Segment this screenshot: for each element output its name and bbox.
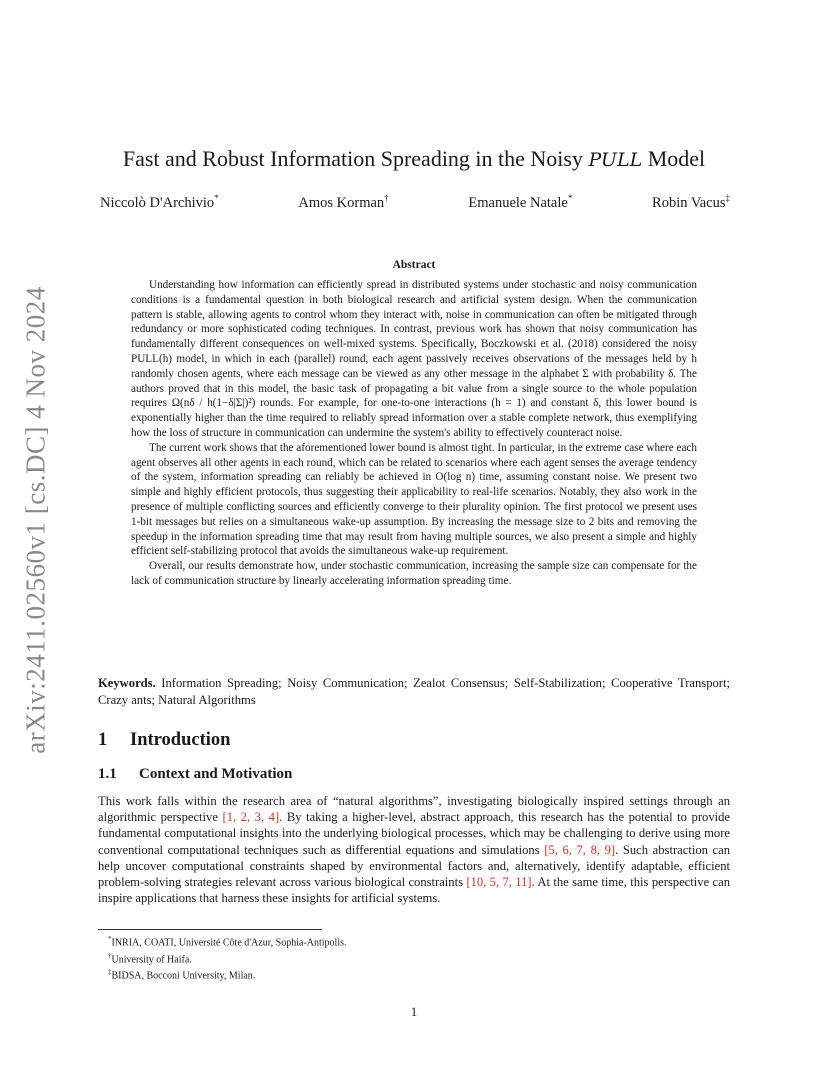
footnote: *INRIA, COATI, Université Côte d'Azur, Sophia-Antipolis.	[108, 935, 347, 949]
section-heading: 1 Introduction	[98, 730, 231, 750]
citation-link[interactable]: [10, 5, 7, 11]	[466, 875, 532, 890]
title-prefix: Fast and Robust Information Spreading in the Noisy	[122, 146, 589, 171]
footnote: †University of Haifa.	[108, 951, 192, 965]
citation-link[interactable]: [5, 6, 7, 8, 9]	[544, 842, 616, 857]
abstract-heading: Abstract	[392, 259, 436, 271]
keywords-label: Keywords.	[98, 676, 156, 690]
author: Robin Vacus‡	[652, 193, 730, 211]
arxiv-stamp: arXiv:2411.02560v1 [cs.DC] 4 Nov 2024	[20, 286, 51, 754]
subsection-heading: 1.1 Context and Motivation	[98, 766, 293, 782]
intro-paragraph: This work falls within the research area of “natural algorithms”, investigating biologically inspired settings through an algorithmic perspective [1, 2, 3, 4]. By taking a higher-level, abstract approach, this research has the potential to provide fundamental computational insights into the underlying biological processes, which may be challenging to derive using more conventional computational techniques such as differential equations and simulations [5, 6, 7, 8, 9]. Such abstraction can help uncover computational constraints shaped by environmental factors and, alternatively, identify adaptable, efficient problem-solving strategies relevant across various biological constraints [10, 5, 7, 11]. At the same time, this perspective can inspire applications that harness these insights for artificial systems.	[98, 794, 730, 906]
abstract-paragraph: The current work shows that the aforementioned lower bound is almost tight. In particular, in the extreme case where each agent observes all other agents in each round, which can be related to scenarios where each agent senses the average tendency of the system, information spreading can reliably be achieved in O(log n) time, assuming constant noise. We present two simple and highly efficient protocols, thus suggesting their applicability to real-life scenarios. Notably, they also work in the presence of multiple conflicting sources and efficiently converge to their plurality opinion. The first protocol we present uses 1-bit messages but relies on a simultaneous wake-up assumption. By increasing the message size to 2 bits and removing the speedup in the information spreading time that may result from having multiple sources, we also present a simple and highly efficient self-stabilizing protocol that avoids the simultaneous wake-up requirement.	[131, 441, 697, 558]
footnotes	[98, 933, 730, 983]
author-list	[100, 193, 730, 212]
abstract-body	[131, 278, 697, 589]
author: Emanuele Natale*	[468, 193, 573, 211]
keywords	[98, 675, 730, 708]
author: Niccolò D'Archivio*	[100, 193, 219, 211]
page-number: 1	[410, 1005, 418, 1019]
abstract-paragraph: Overall, our results demonstrate how, under stochastic communication, increasing the sample size can compensate for the lack of communication structure by linearly accelerating information spreading time.	[131, 560, 697, 587]
citation-link[interactable]: [1, 2, 3, 4]	[222, 810, 280, 825]
paper-title	[0, 146, 828, 172]
footnote: ‡BIDSA, Bocconi University, Milan.	[108, 968, 256, 982]
footnote-divider	[98, 929, 322, 930]
title-suffix: Model	[642, 146, 706, 171]
abstract-paragraph: Understanding how information can efficiently spread in distributed systems under stochastic and noisy communication conditions is a fundamental question in both biological research and artificial system design. When the communication pattern is stable, allowing agents to control whom they interact with, noise in communication can often be mitigated through redundancy or more sophisticated coding techniques. In contrast, previous work has shown that noisy communication has fundamentally different consequences on well-mixed systems. Specifically, Boczkowski et al. (2018) considered the noisy PULL(h) model, in which in each (parallel) round, each agent passively receives observations of the messages held by h randomly chosen agents, where each message can be viewed as any other message in the alphabet Σ with probability δ. The authors proved that in this model, the basic task of propagating a bit value from a single source to the whole population requires Ω(nδ / h(1−δ|Σ|)²) rounds. For example, for one-to-one interactions (h = 1) and constant δ, this lower bound is exponentially higher than the time required to reliably spread information over a stable complete network, thus exemplifying how the loss of structure in communication can undermine the system's ability to effectively counteract noise.	[131, 279, 697, 439]
keywords-text: Information Spreading; Noisy Communication; Zealot Consensus; Self-Stabilization; Cooperative Transport; Crazy ants; Natural Algorithms	[98, 676, 730, 707]
title-model: PULL	[588, 149, 643, 171]
author: Amos Korman†	[298, 193, 389, 211]
